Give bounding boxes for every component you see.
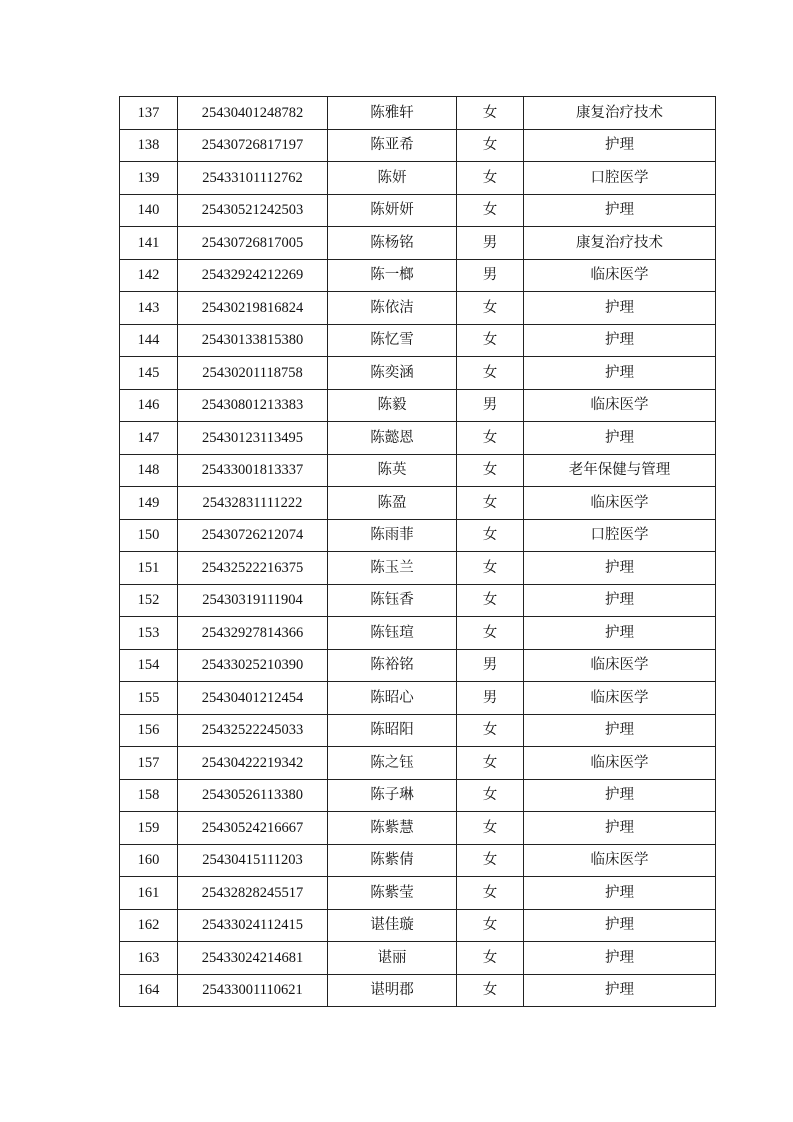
cell-major: 临床医学 (524, 682, 716, 715)
cell-major: 临床医学 (524, 649, 716, 682)
cell-gender: 女 (457, 97, 524, 130)
cell-seq-no: 161 (120, 877, 178, 910)
table-row (120, 909, 716, 942)
cell-student-name: 陈紫慧 (328, 812, 457, 845)
cell-major: 护理 (524, 714, 716, 747)
roster-body (120, 97, 716, 1007)
cell-seq-no: 163 (120, 942, 178, 975)
cell-student-name: 陈奕涵 (328, 357, 457, 390)
cell-gender: 男 (457, 259, 524, 292)
cell-gender: 女 (457, 617, 524, 650)
table-row (120, 227, 716, 260)
cell-exam-id: 25430219816824 (178, 292, 328, 325)
cell-seq-no: 164 (120, 974, 178, 1007)
cell-major: 护理 (524, 617, 716, 650)
cell-seq-no: 144 (120, 324, 178, 357)
cell-student-name: 陈之钰 (328, 747, 457, 780)
cell-student-name: 陈懿恩 (328, 422, 457, 455)
table-row (120, 617, 716, 650)
cell-seq-no: 153 (120, 617, 178, 650)
cell-student-name: 陈雅轩 (328, 97, 457, 130)
cell-major: 临床医学 (524, 487, 716, 520)
cell-exam-id: 25433024214681 (178, 942, 328, 975)
cell-student-name: 陈钰香 (328, 584, 457, 617)
cell-gender: 女 (457, 909, 524, 942)
cell-student-name: 陈昭阳 (328, 714, 457, 747)
cell-gender: 女 (457, 552, 524, 585)
table-row (120, 422, 716, 455)
cell-exam-id: 25430401248782 (178, 97, 328, 130)
table-row (120, 194, 716, 227)
cell-gender: 女 (457, 779, 524, 812)
student-roster-table (119, 96, 716, 1007)
cell-gender: 女 (457, 877, 524, 910)
cell-seq-no: 143 (120, 292, 178, 325)
cell-exam-id: 25430524216667 (178, 812, 328, 845)
cell-exam-id: 25433025210390 (178, 649, 328, 682)
table-row (120, 324, 716, 357)
cell-student-name: 谌丽 (328, 942, 457, 975)
cell-gender: 女 (457, 292, 524, 325)
cell-seq-no: 157 (120, 747, 178, 780)
table-row (120, 974, 716, 1007)
cell-student-name: 陈昭心 (328, 682, 457, 715)
cell-gender: 女 (457, 584, 524, 617)
cell-exam-id: 25430133815380 (178, 324, 328, 357)
cell-major: 护理 (524, 877, 716, 910)
cell-student-name: 陈裕铭 (328, 649, 457, 682)
cell-major: 口腔医学 (524, 519, 716, 552)
table-row (120, 357, 716, 390)
cell-student-name: 陈毅 (328, 389, 457, 422)
cell-student-name: 陈妍妍 (328, 194, 457, 227)
cell-exam-id: 25433001110621 (178, 974, 328, 1007)
cell-seq-no: 148 (120, 454, 178, 487)
table-row (120, 779, 716, 812)
cell-seq-no: 142 (120, 259, 178, 292)
table-row (120, 942, 716, 975)
cell-exam-id: 25433101112762 (178, 162, 328, 195)
cell-seq-no: 154 (120, 649, 178, 682)
cell-gender: 女 (457, 812, 524, 845)
cell-gender: 女 (457, 942, 524, 975)
cell-student-name: 陈钰瑄 (328, 617, 457, 650)
cell-seq-no: 149 (120, 487, 178, 520)
cell-major: 临床医学 (524, 259, 716, 292)
table-row (120, 552, 716, 585)
cell-exam-id: 25432831111222 (178, 487, 328, 520)
cell-seq-no: 146 (120, 389, 178, 422)
cell-major: 护理 (524, 422, 716, 455)
cell-gender: 女 (457, 454, 524, 487)
cell-exam-id: 25430401212454 (178, 682, 328, 715)
table-row (120, 812, 716, 845)
table-row (120, 487, 716, 520)
cell-student-name: 陈一榔 (328, 259, 457, 292)
cell-gender: 男 (457, 227, 524, 260)
cell-gender: 女 (457, 129, 524, 162)
cell-seq-no: 156 (120, 714, 178, 747)
cell-student-name: 陈亚希 (328, 129, 457, 162)
cell-major: 康复治疗技术 (524, 97, 716, 130)
cell-exam-id: 25430521242503 (178, 194, 328, 227)
cell-student-name: 陈杨铭 (328, 227, 457, 260)
table-row (120, 584, 716, 617)
cell-gender: 女 (457, 974, 524, 1007)
cell-exam-id: 25430726817197 (178, 129, 328, 162)
cell-gender: 女 (457, 422, 524, 455)
cell-student-name: 谌明郡 (328, 974, 457, 1007)
cell-major: 护理 (524, 194, 716, 227)
cell-exam-id: 25432828245517 (178, 877, 328, 910)
cell-student-name: 陈忆雪 (328, 324, 457, 357)
cell-seq-no: 160 (120, 844, 178, 877)
table-row (120, 129, 716, 162)
cell-gender: 女 (457, 162, 524, 195)
table-row (120, 292, 716, 325)
cell-student-name: 陈依洁 (328, 292, 457, 325)
cell-student-name: 陈子琳 (328, 779, 457, 812)
cell-gender: 女 (457, 519, 524, 552)
cell-gender: 女 (457, 194, 524, 227)
cell-major: 康复治疗技术 (524, 227, 716, 260)
cell-exam-id: 25430123113495 (178, 422, 328, 455)
cell-major: 护理 (524, 292, 716, 325)
cell-seq-no: 140 (120, 194, 178, 227)
cell-student-name: 陈妍 (328, 162, 457, 195)
cell-gender: 男 (457, 389, 524, 422)
cell-seq-no: 151 (120, 552, 178, 585)
cell-major: 护理 (524, 942, 716, 975)
cell-exam-id: 25433024112415 (178, 909, 328, 942)
cell-exam-id: 25430526113380 (178, 779, 328, 812)
cell-gender: 女 (457, 357, 524, 390)
cell-seq-no: 155 (120, 682, 178, 715)
cell-seq-no: 159 (120, 812, 178, 845)
cell-seq-no: 152 (120, 584, 178, 617)
table-row (120, 259, 716, 292)
cell-student-name: 陈雨菲 (328, 519, 457, 552)
cell-exam-id: 25430201118758 (178, 357, 328, 390)
cell-seq-no: 147 (120, 422, 178, 455)
cell-seq-no: 145 (120, 357, 178, 390)
cell-exam-id: 25433001813337 (178, 454, 328, 487)
cell-major: 护理 (524, 584, 716, 617)
cell-seq-no: 139 (120, 162, 178, 195)
cell-major: 临床医学 (524, 747, 716, 780)
cell-student-name: 谌佳璇 (328, 909, 457, 942)
cell-student-name: 陈紫倩 (328, 844, 457, 877)
table-row (120, 649, 716, 682)
cell-gender: 女 (457, 844, 524, 877)
cell-seq-no: 141 (120, 227, 178, 260)
cell-major: 临床医学 (524, 389, 716, 422)
cell-major: 临床医学 (524, 844, 716, 877)
table-row (120, 747, 716, 780)
table-row (120, 877, 716, 910)
cell-student-name: 陈英 (328, 454, 457, 487)
cell-seq-no: 158 (120, 779, 178, 812)
cell-major: 护理 (524, 552, 716, 585)
cell-major: 护理 (524, 974, 716, 1007)
table-row (120, 162, 716, 195)
cell-exam-id: 25430726817005 (178, 227, 328, 260)
cell-gender: 女 (457, 714, 524, 747)
cell-major: 护理 (524, 909, 716, 942)
cell-major: 护理 (524, 779, 716, 812)
cell-major: 护理 (524, 812, 716, 845)
cell-gender: 男 (457, 649, 524, 682)
cell-seq-no: 138 (120, 129, 178, 162)
cell-exam-id: 25430801213383 (178, 389, 328, 422)
cell-major: 护理 (524, 357, 716, 390)
cell-major: 口腔医学 (524, 162, 716, 195)
cell-exam-id: 25432927814366 (178, 617, 328, 650)
cell-exam-id: 25430422219342 (178, 747, 328, 780)
cell-exam-id: 25432522216375 (178, 552, 328, 585)
cell-student-name: 陈紫莹 (328, 877, 457, 910)
cell-gender: 男 (457, 682, 524, 715)
cell-seq-no: 150 (120, 519, 178, 552)
cell-exam-id: 25430726212074 (178, 519, 328, 552)
cell-seq-no: 162 (120, 909, 178, 942)
cell-exam-id: 25430415111203 (178, 844, 328, 877)
cell-exam-id: 25432522245033 (178, 714, 328, 747)
cell-major: 护理 (524, 324, 716, 357)
table-row (120, 389, 716, 422)
cell-gender: 女 (457, 747, 524, 780)
cell-exam-id: 25430319111904 (178, 584, 328, 617)
table-row (120, 844, 716, 877)
table-row (120, 454, 716, 487)
cell-exam-id: 25432924212269 (178, 259, 328, 292)
table-row (120, 519, 716, 552)
table-row (120, 97, 716, 130)
table-row (120, 682, 716, 715)
cell-major: 老年保健与管理 (524, 454, 716, 487)
cell-student-name: 陈盈 (328, 487, 457, 520)
cell-major: 护理 (524, 129, 716, 162)
cell-seq-no: 137 (120, 97, 178, 130)
cell-gender: 女 (457, 324, 524, 357)
cell-gender: 女 (457, 487, 524, 520)
table-row (120, 714, 716, 747)
cell-student-name: 陈玉兰 (328, 552, 457, 585)
